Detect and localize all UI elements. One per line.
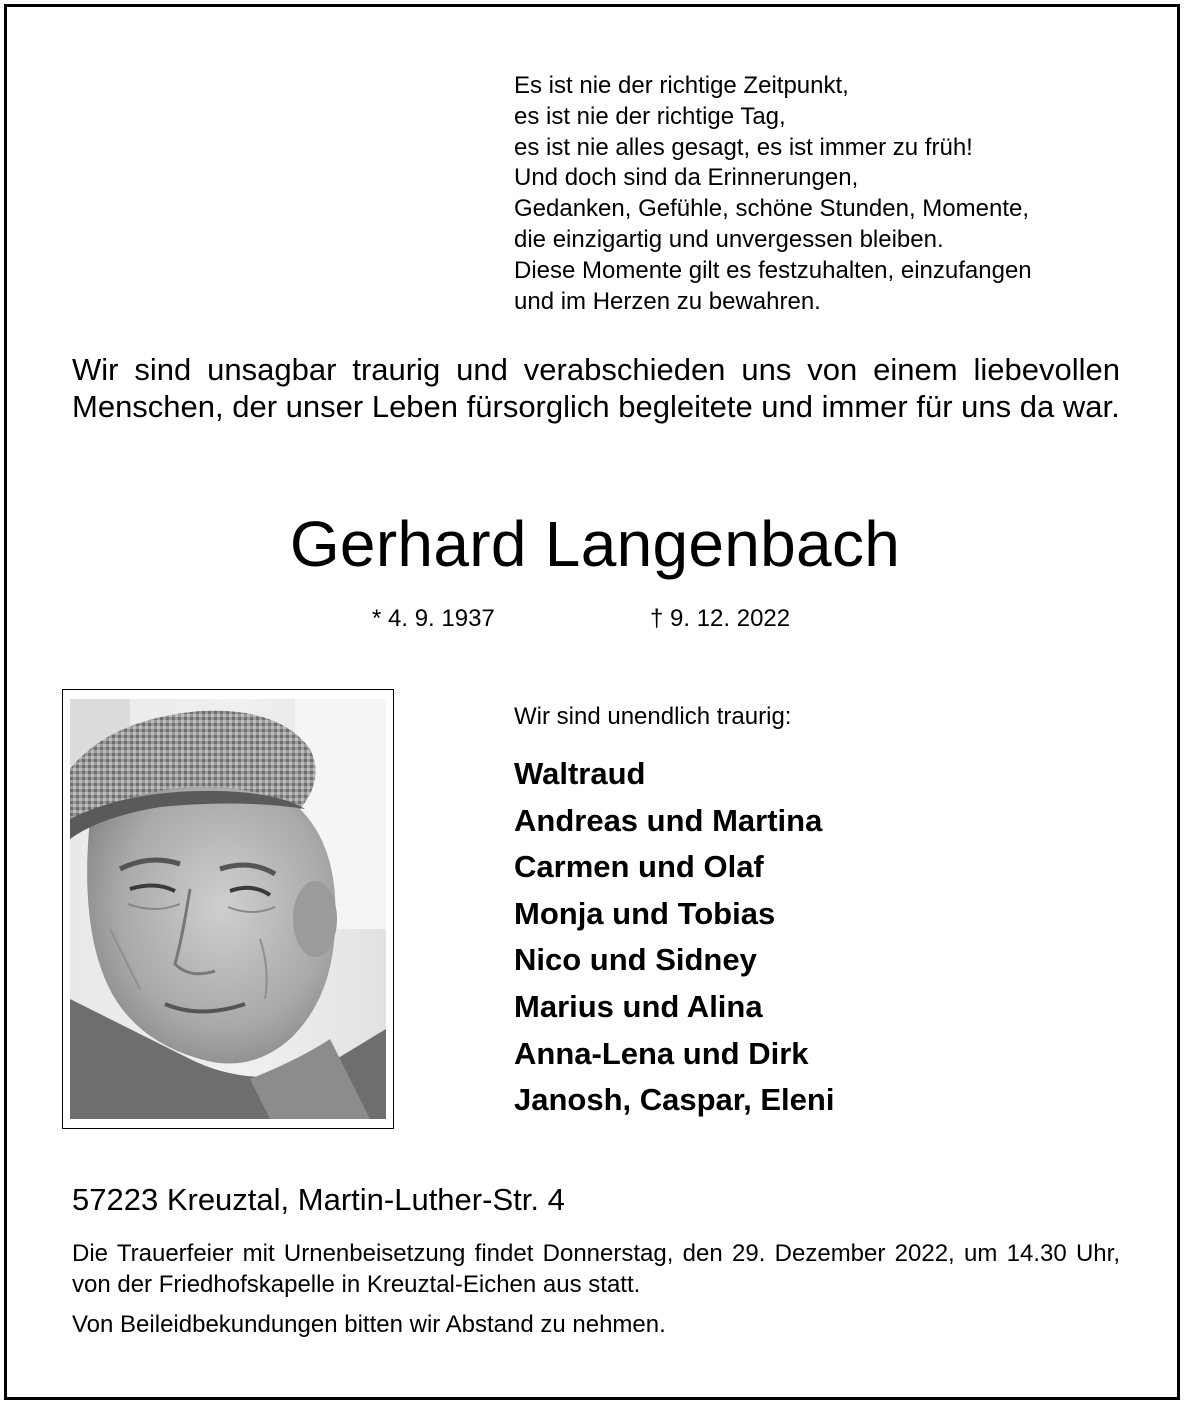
birth-date: * 4. 9. 1937	[372, 605, 495, 632]
death-date: † 9. 12. 2022	[650, 605, 791, 632]
intro-text: Wir sind unsagbar traurig und verabschieden uns von einem liebevollen Menschen, der unser Leben fürsorglich begleitete und immer für uns da war.	[72, 352, 1120, 424]
poem-line: Es ist nie der richtige Zeitpunkt,	[514, 72, 849, 99]
poem-line: die einzigartig und unvergessen bleiben.	[514, 225, 944, 253]
mourner-name: Waltraud	[514, 756, 646, 791]
mourner-name: Andreas und Martina	[514, 802, 823, 838]
ceremony-info: Die Trauerfeier mit Urnenbeisetzung findet Donnerstag, den 29. Dezember 2022, um 14.30 Uhr, von der Friedhofskapelle in Kreuztal-Eichen aus statt.	[72, 1240, 1120, 1298]
mourner-name: Marius und Alina	[514, 988, 763, 1024]
poem	[514, 71, 1154, 317]
mourner-name: Anna-Lena und Dirk	[514, 1035, 809, 1071]
portrait-photo	[70, 699, 386, 1119]
portrait-frame	[62, 689, 394, 1129]
poem-line: es ist nie alles gesagt, es ist immer zu früh!	[514, 133, 973, 161]
condolence-note: Von Beileidbekundungen bitten wir Abstand zu nehmen.	[72, 1311, 666, 1338]
poem-line: und im Herzen zu bewahren.	[514, 287, 821, 315]
mourners-list	[514, 751, 834, 1124]
mourner-name: Monja und Tobias	[514, 895, 776, 931]
poem-line: Diese Momente gilt es festzuhalten, einzufangen	[514, 256, 1032, 284]
mourner-name: Janosh, Caspar, Eleni	[514, 1082, 835, 1118]
family-address: 57223 Kreuztal, Martin-Luther-Str. 4	[72, 1182, 565, 1217]
mourner-name: Carmen und Olaf	[514, 849, 764, 885]
mourners-label: Wir sind unendlich traurig:	[514, 703, 792, 730]
poem-line: Gedanken, Gefühle, schöne Stunden, Momente,	[514, 195, 1030, 223]
mourner-name: Nico und Sidney	[514, 942, 757, 978]
poem-line: es ist nie der richtige Tag,	[514, 102, 786, 130]
deceased-name: Gerhard Langenbach	[289, 508, 901, 580]
poem-line: Und doch sind da Erinnerungen,	[514, 164, 859, 192]
